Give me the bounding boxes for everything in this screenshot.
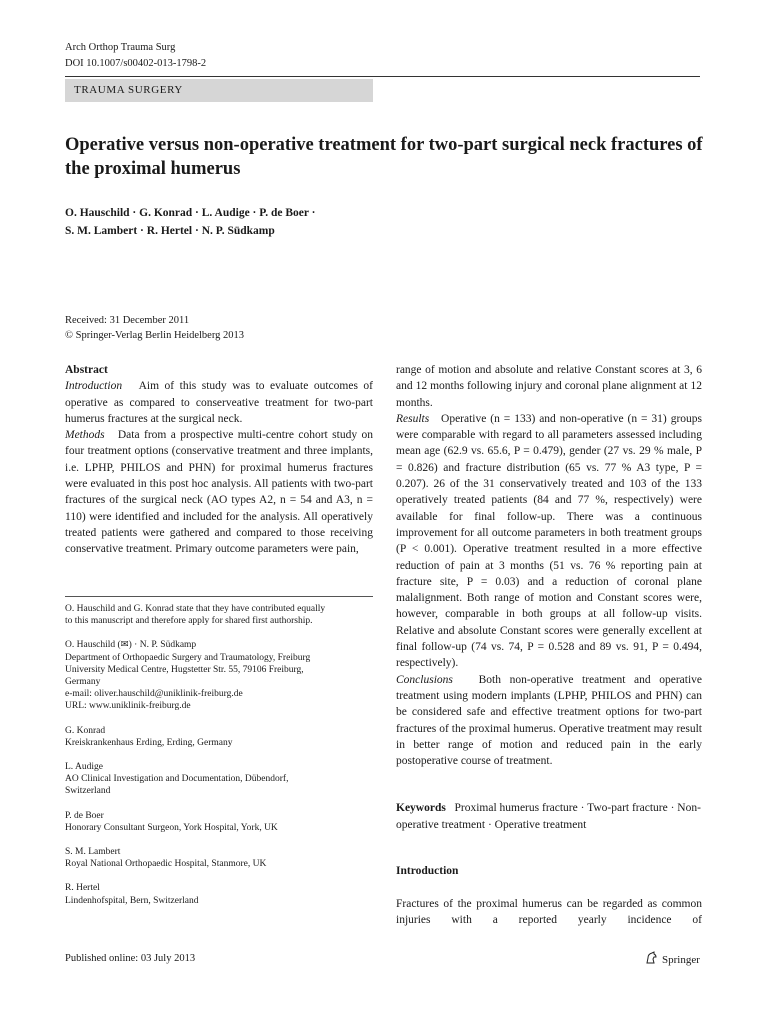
- conclusions-label: Conclusions: [396, 673, 453, 686]
- equal-contribution-note: [65, 603, 375, 627]
- affiliation-konrad: [65, 725, 375, 749]
- section-label: TRAUMA SURGERY: [74, 84, 183, 96]
- email-link[interactable]: e-mail: oliver.hauschild@uniklinik-freiburg.de: [65, 689, 243, 700]
- affiliation-line: Royal National Orthopaedic Hospital, Stanmore, UK: [65, 859, 267, 870]
- affiliation-line: Honorary Consultant Surgeon, York Hospital, York, UK: [65, 822, 278, 833]
- received-date: Received: 31 December 2011: [65, 315, 190, 326]
- publisher-name: Springer: [662, 953, 700, 966]
- journal-name: Arch Orthop Trauma Surg: [65, 42, 176, 53]
- affiliation-line: S. M. Lambert: [65, 847, 121, 858]
- publisher-logo[interactable]: [644, 951, 700, 968]
- doi[interactable]: DOI 10.1007/s00402-013-1798-2: [65, 58, 207, 69]
- methods-continued: range of motion and absolute and relative Constant scores at 3, 6 and 12 months following injury and coronal plane alignment at 12 months.: [396, 364, 702, 409]
- introduction-text: Fractures of the proximal humerus can be regarded as common injuries with a reported yearly incidence of: [396, 898, 702, 927]
- results-text: Operative (n = 133) and non-operative (n = 31) groups were comparable with regard to all parameters assessed including mean age (62.9 vs. 65.6, P = 0.479), gender (27 vs. 29 % male, P = 0.826) and fracture distribution (65 vs. 77 % A3 type, P = 0.207). 26 of the 31 conservatively treated and 103 of the 133 operatively treated patients (84 and 77 %, respectively) were available for final follow-up. There was a continuous improvement for all outcome parameters in both treatment groups (P < 0.001). Operative treatment resulted in a more effective reduction of pain at 3 months (51 vs. 76 % reporting pain at fracture site, P = 0.03) and a reduction of coronal plane malalignment. Both range of motion and Constant scores were, however, comparable in both groups at all follow-up visits. Relative and absolute Constant scores were generally excellent at final follow-up (74 vs. 74, P = 0.528 and 89 vs. 91, P = 0.494, respectively).: [396, 412, 702, 670]
- keywords: [396, 800, 702, 834]
- note-line: O. Hauschild and G. Konrad state that they have contributed equally: [65, 604, 326, 614]
- introduction-heading: Introduction: [396, 865, 459, 877]
- abstract-left-column: [65, 362, 373, 558]
- affiliation-audige: [65, 761, 375, 798]
- copyright: © Springer-Verlag Berlin Heidelberg 2013: [65, 330, 245, 341]
- introduction-text: Aim of this study was to evaluate outcomes of operative as compared to conserveative treatment for two-part humerus fractures at the surgical neck.: [65, 380, 374, 425]
- abstract-heading: Abstract: [65, 364, 108, 376]
- affiliation-deboer: [65, 810, 375, 834]
- article-dates: [65, 313, 244, 343]
- springer-horse-icon: [644, 951, 658, 968]
- affiliation-line: P. de Boer: [65, 810, 104, 821]
- authors-line-2: S. M. Lambert · R. Hertel · N. P. Südkamp: [65, 225, 275, 237]
- abstract-right-column: [396, 362, 702, 769]
- affiliation-line: G. Konrad: [65, 725, 106, 736]
- introduction-label: Introduction: [65, 380, 123, 393]
- author-list: [65, 204, 705, 240]
- footnotes: [65, 603, 375, 919]
- methods-text-part1: Data from a prospective multi-centre cohort study on four treatment options (conservative treatment and three implants, i.e. LPHP, PHILOS and PHN) for proximal humerus fractures were evaluated in this post hoc analysis. All patients with two-part fractures of the surgical neck (AO types A2, n = 54 and A3, n = 110) were identified and included for the analysis. All operatively treated patients were gathered and compared to those receiving conservative treatment. Primary outcome parameters were pain,: [65, 429, 373, 556]
- affiliation-line: University Medical Centre, Hugstetter Str. 55, 79106 Freiburg,: [65, 664, 304, 675]
- affiliation-hertel: [65, 882, 375, 906]
- abstract-introduction: [65, 378, 373, 427]
- affiliation-lambert: [65, 846, 375, 870]
- affiliation-line: L. Audige: [65, 762, 103, 773]
- header-rule: [65, 76, 700, 77]
- authors-line-1: O. Hauschild · G. Konrad · L. Audige · P. de Boer ·: [65, 207, 316, 219]
- section-bar: [65, 79, 373, 102]
- affiliation-line: Lindenhofspital, Bern, Switzerland: [65, 895, 199, 906]
- conclusions-text: Both non-operative treatment and operative treatment using modern implants (LPHP, PHILOS and PHN) can be considered safe and effective treatment options for two-part fractures of the proximal humerus. Operative treatment may result in better range of motion and reduced pain in the early postoperative course of treatment.: [396, 673, 702, 768]
- affiliation-line: O. Hauschild (✉) · N. P. Südkamp: [65, 640, 197, 651]
- affiliation-line: R. Hertel: [65, 883, 100, 894]
- methods-label: Methods: [65, 429, 105, 442]
- article-title: Operative versus non-operative treatment for two-part surgical neck fractures of the proximal humerus: [65, 135, 703, 179]
- affiliation-line: Department of Orthopaedic Surgery and Traumatology, Freiburg: [65, 652, 311, 663]
- published-date: Published online: 03 July 2013: [65, 953, 196, 964]
- abstract-results: [396, 411, 702, 672]
- url-link[interactable]: URL: www.uniklinik-freiburg.de: [65, 701, 191, 712]
- keywords-label: Keywords: [396, 802, 446, 814]
- results-label: Results: [396, 412, 430, 425]
- affiliation-line: Switzerland: [65, 786, 111, 797]
- affiliation-line: AO Clinical Investigation and Documentation, Dübendorf,: [65, 774, 289, 785]
- abstract-conclusions: [396, 672, 702, 770]
- footnote-rule: [65, 596, 373, 597]
- affiliation-hauschild: [65, 639, 375, 712]
- affiliation-line: Kreiskrankenhaus Erding, Erding, Germany: [65, 737, 233, 748]
- journal-header: [65, 40, 206, 72]
- abstract-methods: [65, 427, 373, 557]
- affiliation-line: Germany: [65, 677, 101, 688]
- keywords-text: Proximal humerus fracture · Two-part fracture · Non-operative treatment · Operative treatment: [396, 802, 701, 831]
- note-line: to this manuscript and therefore apply for shared first authorship.: [65, 616, 313, 627]
